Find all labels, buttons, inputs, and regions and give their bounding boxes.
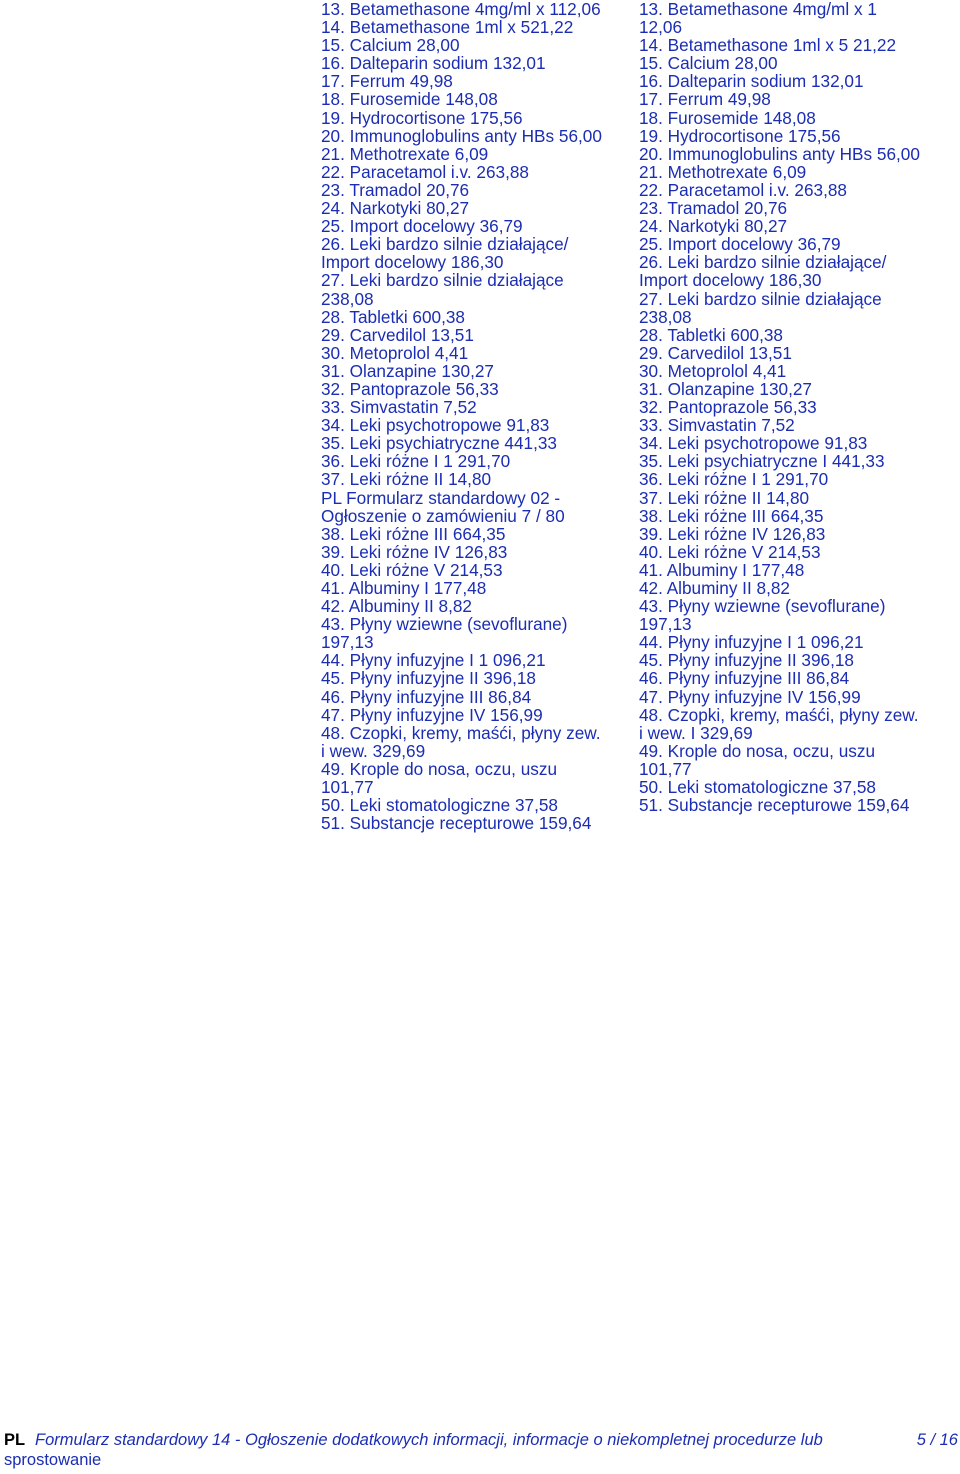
list-item: 48. Czopki, kremy, maśći, płyny zew. xyxy=(639,704,919,725)
list-item: 31. Olanzapine 130,27 xyxy=(639,378,812,399)
list-item: 13. Betamethasone 4mg/ml x 1 xyxy=(639,0,877,19)
list-item: 14. Betamethasone 1ml x 5 21,22 xyxy=(639,35,897,56)
list-item: 32. Pantoprazole 56,33 xyxy=(321,378,499,399)
list-item: 18. Furosemide 148,08 xyxy=(321,89,498,110)
list-item: 197,13 xyxy=(321,632,374,653)
list-item: 35. Leki psychiatryczne 441,33 xyxy=(321,433,557,454)
list-item: Import docelowy 186,30 xyxy=(321,252,504,273)
list-item: 14. Betamethasone 1ml x 521,22 xyxy=(321,17,574,38)
list-item: 17. Ferrum 49,98 xyxy=(639,89,771,110)
list-item: 33. Simvastatin 7,52 xyxy=(639,415,795,436)
list-item: 21. Methotrexate 6,09 xyxy=(639,161,807,182)
list-item: 47. Płyny infuzyjne IV 156,99 xyxy=(321,704,543,725)
footer-form-title xyxy=(4,1430,884,1470)
list-item: 40. Leki różne V 214,53 xyxy=(639,541,821,562)
list-item: 51. Substancje recepturowe 159,64 xyxy=(321,813,592,834)
list-item: 49. Krople do nosa, oczu, uszu xyxy=(639,740,876,761)
list-item: Import docelowy 186,30 xyxy=(639,270,822,291)
list-item: 33. Simvastatin 7,52 xyxy=(321,397,477,418)
list-item: 25. Import docelowy 36,79 xyxy=(321,216,523,237)
list-item: 27. Leki bardzo silnie działające xyxy=(321,270,564,291)
list-item: 45. Płyny infuzyjne II 396,18 xyxy=(639,650,854,671)
list-item: 40. Leki różne V 214,53 xyxy=(321,559,503,580)
list-item: 23. Tramadol 20,76 xyxy=(321,179,470,200)
list-item: 43. Płyny wziewne (sevoflurane) xyxy=(321,614,568,635)
list-item: 38. Leki różne III 664,35 xyxy=(321,523,506,544)
list-item: PL Formularz standardowy 02 - xyxy=(321,487,561,508)
list-item: 30. Metoprolol 4,41 xyxy=(639,360,787,381)
list-item: 39. Leki różne IV 126,83 xyxy=(321,541,508,562)
left-column xyxy=(321,0,639,832)
list-item: 34. Leki psychotropowe 91,83 xyxy=(321,415,550,436)
footer-form-title-main: Formularz standardowy 14 - Ogłoszenie dodatkowych informacji, informacje o niekompletnej procedurze lub xyxy=(35,1431,823,1449)
list-item: 29. Carvedilol 13,51 xyxy=(639,342,792,363)
list-item: 31. Olanzapine 130,27 xyxy=(321,360,494,381)
list-item: 51. Substancje recepturowe 159,64 xyxy=(639,795,910,816)
list-item: 30. Metoprolol 4,41 xyxy=(321,342,469,363)
list-item: 26. Leki bardzo silnie działające/ xyxy=(321,234,569,255)
list-item: 46. Płyny infuzyjne III 86,84 xyxy=(639,668,850,689)
list-item: 49. Krople do nosa, oczu, uszu xyxy=(321,758,558,779)
list-item: 27. Leki bardzo silnie działające xyxy=(639,288,882,309)
list-item: 42. Albuminy II 8,82 xyxy=(321,596,472,617)
list-item: 36. Leki różne I 1 291,70 xyxy=(321,451,511,472)
list-item: 29. Carvedilol 13,51 xyxy=(321,324,474,345)
list-item: 28. Tabletki 600,38 xyxy=(639,324,783,345)
list-item: 26. Leki bardzo silnie działające/ xyxy=(639,252,887,273)
list-item: 35. Leki psychiatryczne I 441,33 xyxy=(639,451,885,472)
list-item: 17. Ferrum 49,98 xyxy=(321,71,453,92)
list-item: 32. Pantoprazole 56,33 xyxy=(639,397,817,418)
list-item: 25. Import docelowy 36,79 xyxy=(639,234,841,255)
list-item: 197,13 xyxy=(639,614,692,635)
list-item: 22. Paracetamol i.v. 263,88 xyxy=(639,179,847,200)
list-item: 39. Leki różne IV 126,83 xyxy=(639,523,826,544)
list-item: i wew. I 329,69 xyxy=(639,722,753,743)
list-item: 37. Leki różne II 14,80 xyxy=(639,487,810,508)
list-item: 16. Dalteparin sodium 132,01 xyxy=(639,71,864,92)
footer-language-tag: PL xyxy=(4,1431,26,1449)
list-item: 23. Tramadol 20,76 xyxy=(639,198,788,219)
list-item: 28. Tabletki 600,38 xyxy=(321,306,465,327)
list-item: 37. Leki różne II 14,80 xyxy=(321,469,492,490)
right-column xyxy=(639,0,960,814)
list-item: 46. Płyny infuzyjne III 86,84 xyxy=(321,686,532,707)
list-item: 24. Narkotyki 80,27 xyxy=(639,216,788,237)
list-item: 15. Calcium 28,00 xyxy=(639,53,778,74)
list-item: 48. Czopki, kremy, maśći, płyny zew. xyxy=(321,722,601,743)
list-item: 45. Płyny infuzyjne II 396,18 xyxy=(321,668,536,689)
list-item: 47. Płyny infuzyjne IV 156,99 xyxy=(639,686,861,707)
list-item: 42. Albuminy II 8,82 xyxy=(639,578,790,598)
list-item: 15. Calcium 28,00 xyxy=(321,35,460,56)
footer-page-number: 5 / 16 xyxy=(916,1431,958,1449)
list-item: 16. Dalteparin sodium 132,01 xyxy=(321,53,546,74)
list-item: 19. Hydrocortisone 175,56 xyxy=(321,107,523,128)
list-item: 36. Leki różne I 1 291,70 xyxy=(639,469,829,490)
list-item: 12,06 xyxy=(639,17,683,38)
list-item: i wew. 329,69 xyxy=(321,740,426,761)
list-item: 13. Betamethasone 4mg/ml x 112,06 xyxy=(321,0,601,19)
list-item: 38. Leki różne III 664,35 xyxy=(639,505,824,526)
list-item: 19. Hydrocortisone 175,56 xyxy=(639,125,841,146)
list-item: 238,08 xyxy=(321,288,374,309)
footer-form-title-cont: sprostowanie xyxy=(4,1451,102,1469)
list-item: 50. Leki stomatologiczne 37,58 xyxy=(639,777,876,798)
list-item: 238,08 xyxy=(639,306,692,327)
list-item: 44. Płyny infuzyjne I 1 096,21 xyxy=(321,650,546,671)
list-item: 21. Methotrexate 6,09 xyxy=(321,143,489,164)
list-item: 43. Płyny wziewne (sevoflurane) xyxy=(639,596,886,617)
list-item: 101,77 xyxy=(321,777,374,798)
list-item: 24. Narkotyki 80,27 xyxy=(321,198,470,219)
list-item: 20. Immunoglobulins anty HBs 56,00 xyxy=(321,125,602,146)
list-item: 18. Furosemide 148,08 xyxy=(639,107,816,128)
list-item: 34. Leki psychotropowe 91,83 xyxy=(639,433,868,454)
list-item: Ogłoszenie o zamówieniu 7 / 80 xyxy=(321,505,565,526)
list-item: 20. Immunoglobulins anty HBs 56,00 xyxy=(639,143,920,164)
list-item: 50. Leki stomatologiczne 37,58 xyxy=(321,795,558,816)
list-item: 22. Paracetamol i.v. 263,88 xyxy=(321,161,529,182)
list-item: 44. Płyny infuzyjne I 1 096,21 xyxy=(639,632,864,653)
list-item: 101,77 xyxy=(639,758,692,779)
list-item: 41. Albuminy I 177,48 xyxy=(321,578,487,598)
list-item: 41. Albuminy I 177,48 xyxy=(639,559,805,580)
